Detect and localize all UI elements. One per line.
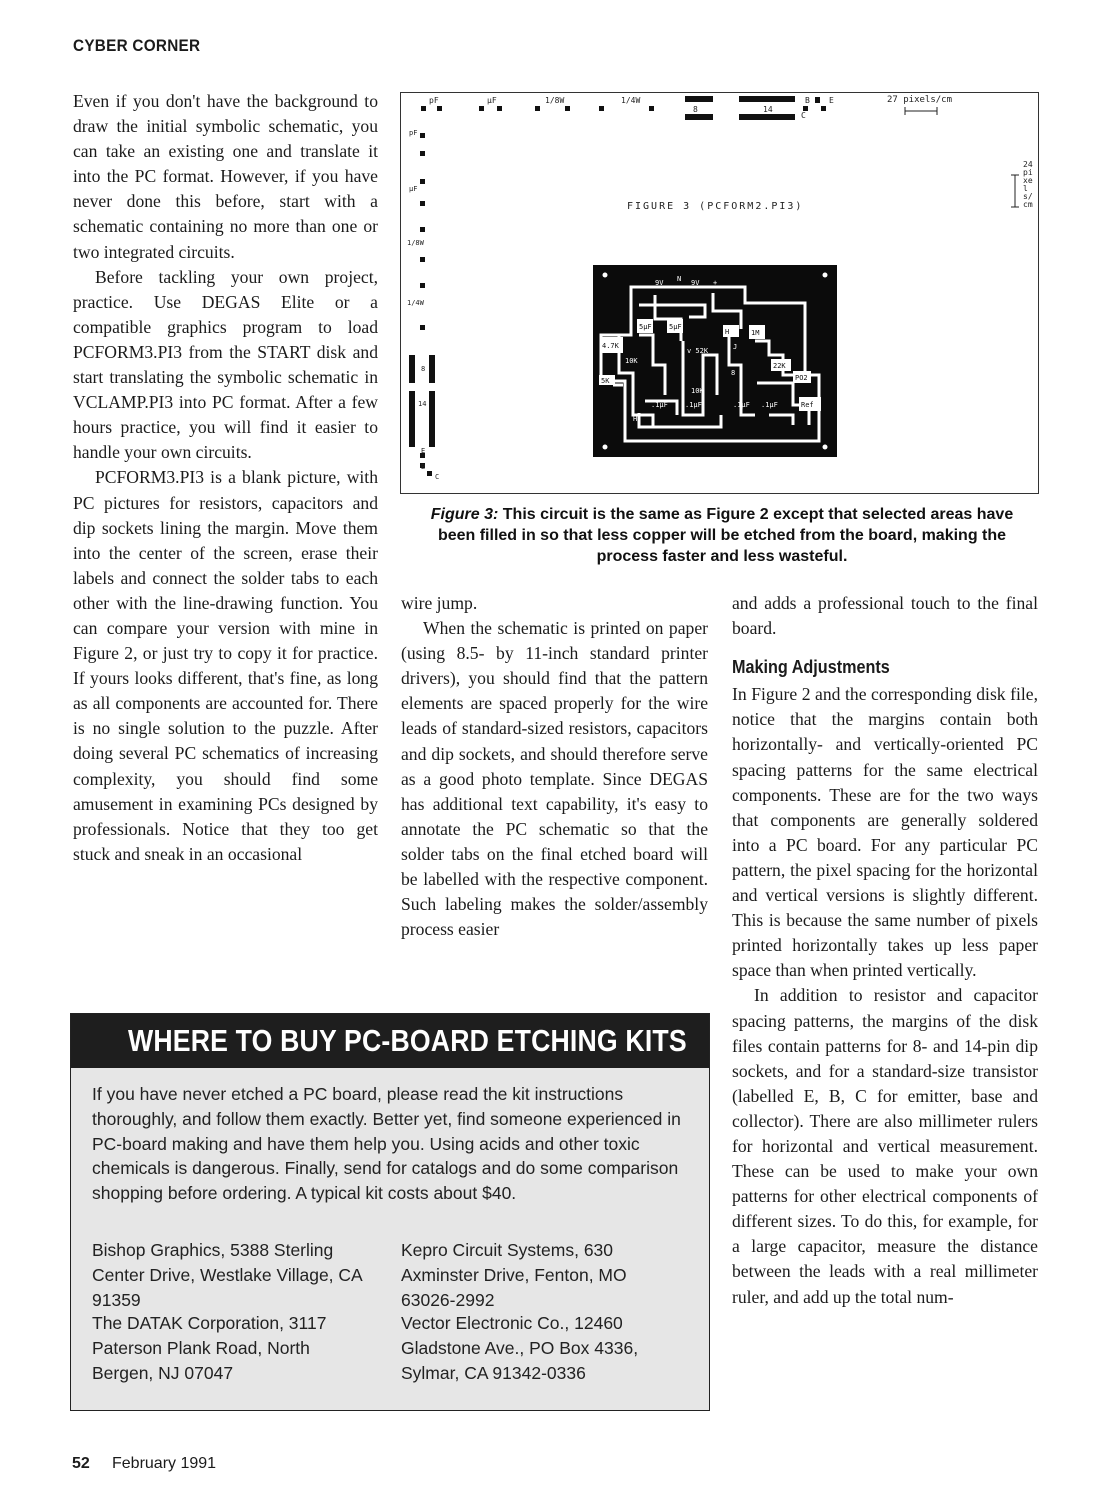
paragraph: and adds a professional touch to the final board. bbox=[732, 593, 1038, 639]
board-label: .1µF bbox=[651, 401, 668, 409]
fig-label-1-8w: 1/8W bbox=[545, 96, 565, 105]
sidebar-title: WHERE TO BUY PC-BOARD ETCHING KITS bbox=[128, 1023, 687, 1058]
board-label: 5K bbox=[601, 377, 610, 385]
section-label: CYBER CORNER bbox=[73, 36, 201, 55]
board-label: 9V bbox=[655, 279, 664, 287]
fig-side-label-1-4w: 1/4W bbox=[407, 299, 424, 307]
vendor-entry: Vector Electronic Co., 12460 Gladstone Ave., PO Box 4336, Sylmar, CA 91342-0336 bbox=[401, 1313, 639, 1383]
figure-title: FIGURE 3 (PCFORM2.PI3) bbox=[627, 201, 804, 212]
board-label: v 52K bbox=[687, 347, 709, 355]
caption-text: This circuit is the same as Figure 2 except that selected areas have been filled in so that less copper will be etched from the board, making the process faster and less wasteful. bbox=[437, 506, 1014, 565]
board-label: 10K bbox=[625, 357, 638, 365]
etched-board bbox=[593, 265, 837, 457]
board-label: N bbox=[677, 275, 682, 283]
fig-label-b: B bbox=[805, 96, 810, 105]
board-label: 10K bbox=[691, 387, 704, 395]
fig-side-label-b: B bbox=[421, 463, 426, 471]
board-label: 1M bbox=[751, 329, 760, 337]
fig-side-label-14: 14 bbox=[418, 400, 427, 408]
paragraph: Before tackling your own project, practice. Use DEGAS Elite or a compatible graphics program to load PCFORM3.PI3 from the START disk and start translating the symbolic schematic in VCLAMP.PI3 into PC format. After a few hours practice, you will find it easier to handle your own circuits. bbox=[73, 266, 378, 463]
fig-label-8: 8 bbox=[693, 105, 698, 114]
fig-side-label-e: E bbox=[421, 447, 426, 455]
caption-lead: Figure 3: bbox=[430, 506, 499, 523]
fig-side-label-8: 8 bbox=[421, 365, 426, 373]
paragraph: When the schematic is printed on paper (using 8.5- by 11-inch standard printer drivers), you should find that the pattern elements are spaced properly for the wire leads of standard-sized resistors, capacitors and dip sockets, and should therefore serve as a good photo template. Since DEGAS has additional text capability, it's easy to annotate the PC schematic so that the solder tabs on the final etched board will be labelled with the respective component. Such labeling makes the solder/assembly process easier bbox=[401, 618, 708, 940]
fig-label-c: C bbox=[801, 111, 806, 120]
board-label: .1µF bbox=[733, 401, 750, 409]
paragraph: Even if you don't have the background to draw the initial symbolic schematic, you can take an existing one and translate it into the PC format. However, if you have never done this before, start with a schematic containing no more than one or two integrated circuits. bbox=[73, 91, 378, 262]
vendor-entry: Kepro Circuit Systems, 630 Axminster Drive, Fenton, MO 63026-2992 bbox=[401, 1240, 627, 1310]
paragraph: wire jump. bbox=[401, 593, 478, 613]
paragraph: In Figure 2 and the corresponding disk file, notice that the margins contain both horizontally- and vertically-oriented PC spacing patterns for the same electrical components. These are for the two ways that components are generally soldered into a PC board. For any particular PC pattern, the pixel spacing for the horizontal and vertical versions is slightly different. This is because the same number of pixels printed horizontally takes up less paper space than when printed vertically. bbox=[732, 684, 1038, 981]
sidebar-box bbox=[70, 1013, 710, 1411]
figure-caption bbox=[428, 504, 1016, 567]
board-label: .1µF bbox=[685, 401, 702, 409]
board-label: .1µF bbox=[761, 401, 778, 409]
fig-label-1-4w: 1/4W bbox=[621, 96, 641, 105]
sidebar-intro: If you have never etched a PC board, please read the kit instructions thoroughly, and follow them exactly. Better yet, find someone experienced in PC-board making and have them help you. Using acids and other toxic chemicals is dangerous. Finally, send for catalogs and do some comparison shopping before ordering. A typical kit costs about $40. bbox=[92, 1084, 681, 1204]
sidebar-title-bar bbox=[71, 1014, 709, 1068]
board-label: H bbox=[633, 415, 638, 423]
fig-side-label-pf: pF bbox=[409, 129, 418, 137]
paragraph: In addition to resistor and capacitor spacing patterns, the margins of the disk files contain patterns for 8- and 14-pin dip sockets, and for a standard-size transistor (labelled E, B, C for emitter, base and collector). There are also millimeter rulers for horizontal and vertical measurement. These can be used to make your own patterns for other electrical components of different sizes. To do this, for example, for a large capacitor, measure the distance between the leads with a real millimeter ruler, and add up the total num- bbox=[732, 985, 1038, 1307]
board-label: 22K bbox=[773, 362, 786, 370]
figure-3-pc-board bbox=[400, 92, 1039, 494]
vendor-entry: Bishop Graphics, 5388 Sterling Center Drive, Westlake Village, CA 91359 bbox=[92, 1240, 362, 1310]
board-label: 5µF bbox=[639, 323, 652, 331]
board-label: PO2 bbox=[795, 374, 808, 382]
subheading: Making Adjustments bbox=[732, 657, 890, 678]
board-label: Ref bbox=[801, 401, 814, 409]
vendor-entry: The DATAK Corporation, 3117 Paterson Plank Road, North Bergen, NJ 07047 bbox=[92, 1313, 327, 1383]
page-number: 52 bbox=[72, 1455, 90, 1472]
article-column-3 bbox=[732, 591, 1038, 1310]
board-label: 4.7K bbox=[602, 342, 619, 350]
board-label: 9V bbox=[691, 279, 700, 287]
article-column-1 bbox=[73, 89, 378, 867]
board-label: 8 bbox=[731, 369, 736, 377]
fig-side-label-c: C bbox=[435, 473, 440, 481]
board-label: 5µF bbox=[669, 323, 682, 331]
board-label: + bbox=[713, 279, 718, 287]
article-column-2 bbox=[401, 591, 708, 942]
fig-label-uf: µF bbox=[487, 96, 497, 105]
fig-label-14: 14 bbox=[763, 105, 773, 114]
scale-label-vertical: 24 pixels/cm bbox=[1023, 160, 1033, 209]
fig-label-e: E bbox=[829, 96, 834, 105]
issue-date: February 1991 bbox=[112, 1455, 217, 1472]
fig-side-label-1-8w: 1/8W bbox=[407, 239, 424, 247]
paragraph: PCFORM3.PI3 is a blank picture, with PC pictures for resistors, capacitors and dip sockets lining the margin. Move them into the center of the screen, erase their labels and connect the solder tabs to each other with the line-drawing function. You can compare your version with mine in Figure 2, or just try to copy it for practice. If yours looks different, that's fine, as long as all components are accounted for. There is no single solution to the puzzle. After doing several PC schematics of increasing complexity, you should find some amusement in examining PCs designed by professionals. Notice that they too get stuck and sneak in an occasional bbox=[73, 467, 378, 864]
scale-label-horizontal: 27 pixels/cm bbox=[887, 95, 953, 105]
board-traces bbox=[593, 265, 837, 457]
fig-side-label-uf: µF bbox=[409, 185, 418, 193]
board-label: H bbox=[725, 328, 730, 336]
fig-label-pf: pF bbox=[429, 96, 439, 105]
board-label: J bbox=[733, 343, 738, 351]
